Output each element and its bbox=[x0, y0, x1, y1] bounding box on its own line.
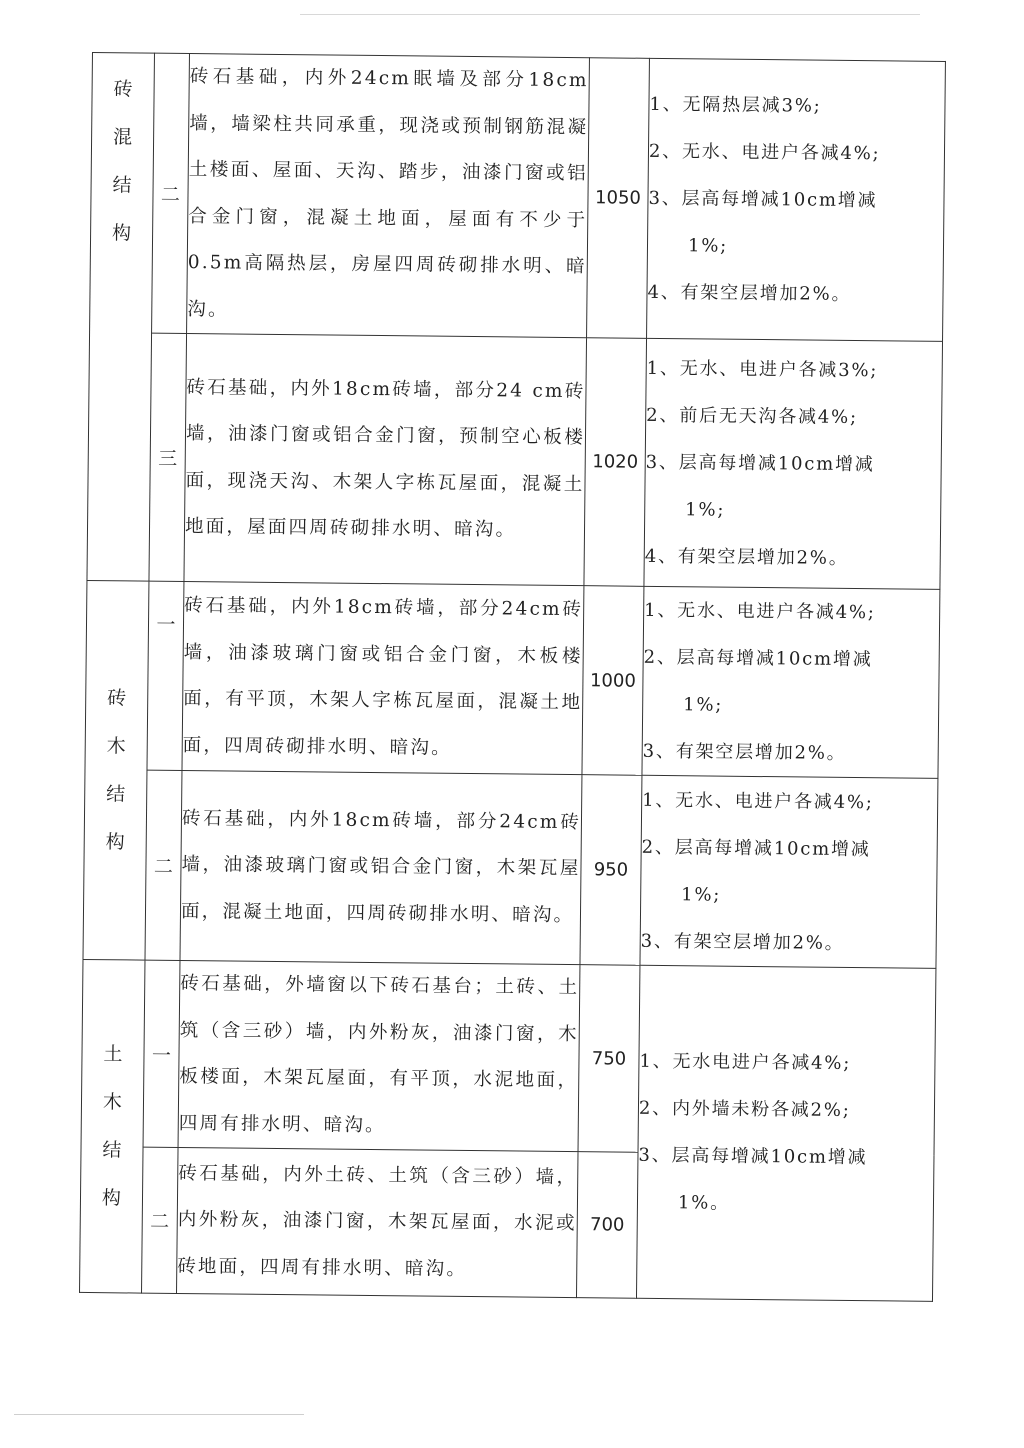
note-item: 4、有架空层增加2%。 bbox=[644, 545, 849, 569]
note-item: 3、有架空层增加2%。 bbox=[640, 930, 845, 954]
notes-cell bbox=[640, 775, 938, 968]
note-item: 3、层高每增减10cm增减 bbox=[648, 187, 878, 212]
note-item: 1%; bbox=[681, 883, 722, 906]
price-cell: 950 bbox=[580, 775, 642, 966]
scan-artifact-top bbox=[300, 14, 920, 15]
structure-label: 砖木结构 bbox=[105, 687, 127, 854]
grade-cell: 二 bbox=[152, 53, 190, 333]
note-item: 1、无水、电进户各减4%; bbox=[644, 599, 876, 624]
description-cell: 砖石基础，内外24cm眠墙及部分18cm墙，墙梁柱共同承重，现浇或预制钢筋混凝土楼面、屋面、天沟、踏步，油漆门窗或铝合金门窗，混凝土地面，屋面有不少于0.5m高隔热层，房屋四周砖砌排水明、暗沟。 bbox=[187, 54, 590, 338]
structure-label: 土木结构 bbox=[101, 1043, 123, 1210]
note-item: 1%; bbox=[687, 235, 729, 257]
notes-cell bbox=[647, 58, 946, 341]
grade-cell: 一 bbox=[143, 960, 180, 1147]
notes-cell bbox=[642, 586, 940, 778]
price-cell: 750 bbox=[578, 965, 640, 1153]
grade-cell: 三 bbox=[149, 333, 187, 581]
structure-cell-brick-concrete bbox=[87, 53, 155, 582]
note-item: 1、无水、电进户各减4%; bbox=[642, 789, 874, 813]
note-item: 3、有架空层增加2%。 bbox=[642, 740, 847, 764]
notes-cell bbox=[644, 338, 943, 589]
note-item: 2、前后无天沟各减4%; bbox=[646, 404, 858, 429]
table-row bbox=[87, 332, 943, 589]
price-cell: 700 bbox=[576, 1152, 638, 1299]
description-cell: 砖石基础，内外18cm砖墙，部分24cm砖墙，油漆玻璃门窗或铝合金门窗，木板楼面，有平顶，木架人字栋瓦屋面，混凝土地面，四周砖砌排水明、暗沟。 bbox=[182, 581, 584, 774]
structure-cell-earth-wood bbox=[80, 959, 145, 1293]
table-row bbox=[81, 959, 936, 1155]
structure-label: 砖混结构 bbox=[111, 78, 133, 245]
note-item: 1、无水电进户各减4%; bbox=[639, 1050, 852, 1075]
table-row bbox=[83, 769, 938, 968]
note-item: 2、内外墙未粉各减2%; bbox=[638, 1097, 851, 1122]
note-item: 2、层高每增减10cm增减 bbox=[643, 646, 873, 671]
description-cell: 砖石基础，内外18cm砖墙，部分24 cm砖墙，油漆门窗或铝合金门窗，预制空心板楼面，现浇天沟、木架人字栋瓦屋面，混凝土地面，屋面四周砖砌排水明、暗沟。 bbox=[184, 334, 587, 586]
price-cell: 1020 bbox=[584, 338, 647, 587]
grade-cell: 二 bbox=[145, 770, 182, 960]
note-item: 1、无水、电进户各减3%; bbox=[646, 357, 879, 382]
price-standard-table bbox=[79, 52, 946, 1302]
note-item: 2、无水、电进户各减4%; bbox=[648, 140, 881, 165]
scan-artifact-bottom bbox=[14, 1414, 304, 1415]
description-cell: 砖石基础，外墙窗以下砖石基台；土砖、土筑（含三砂）墙，内外粉灰，油漆门窗，木板楼面，木架瓦屋面，有平顶，水泥地面，四周有排水明、暗沟。 bbox=[178, 960, 580, 1151]
note-item: 3、层高每增减10cm增减 bbox=[645, 451, 875, 476]
note-item: 1%; bbox=[685, 499, 726, 521]
grade-cell: 二 bbox=[142, 1147, 179, 1293]
note-item: 1%。 bbox=[677, 1192, 731, 1214]
note-item: 4、有架空层增加2%。 bbox=[647, 281, 852, 305]
note-item: 1、无隔热层减3%; bbox=[649, 93, 822, 117]
notes-cell bbox=[636, 965, 935, 1301]
price-cell: 1050 bbox=[587, 58, 650, 339]
price-cell: 1000 bbox=[582, 586, 644, 776]
note-item: 3、层高每增减10cm增减 bbox=[638, 1144, 868, 1169]
grade-cell: 一 bbox=[147, 581, 184, 770]
table-row bbox=[85, 580, 940, 778]
structure-cell-brick-wood bbox=[83, 580, 149, 960]
note-item: 1%; bbox=[683, 694, 724, 716]
description-cell: 砖石基础，内外土砖、土筑（含三砂）墙，内外粉灰，油漆门窗，木架瓦屋面，水泥或砖地面，四周有排水明、暗沟。 bbox=[177, 1147, 579, 1297]
note-item: 2、层高每增减10cm增减 bbox=[641, 836, 871, 860]
description-cell: 砖石基础，内外18cm砖墙，部分24cm砖墙，油漆玻璃门窗或铝合金门窗，木架瓦屋面，混凝土地面，四周砖砌排水明、暗沟。 bbox=[180, 770, 582, 964]
table-row bbox=[90, 53, 946, 342]
